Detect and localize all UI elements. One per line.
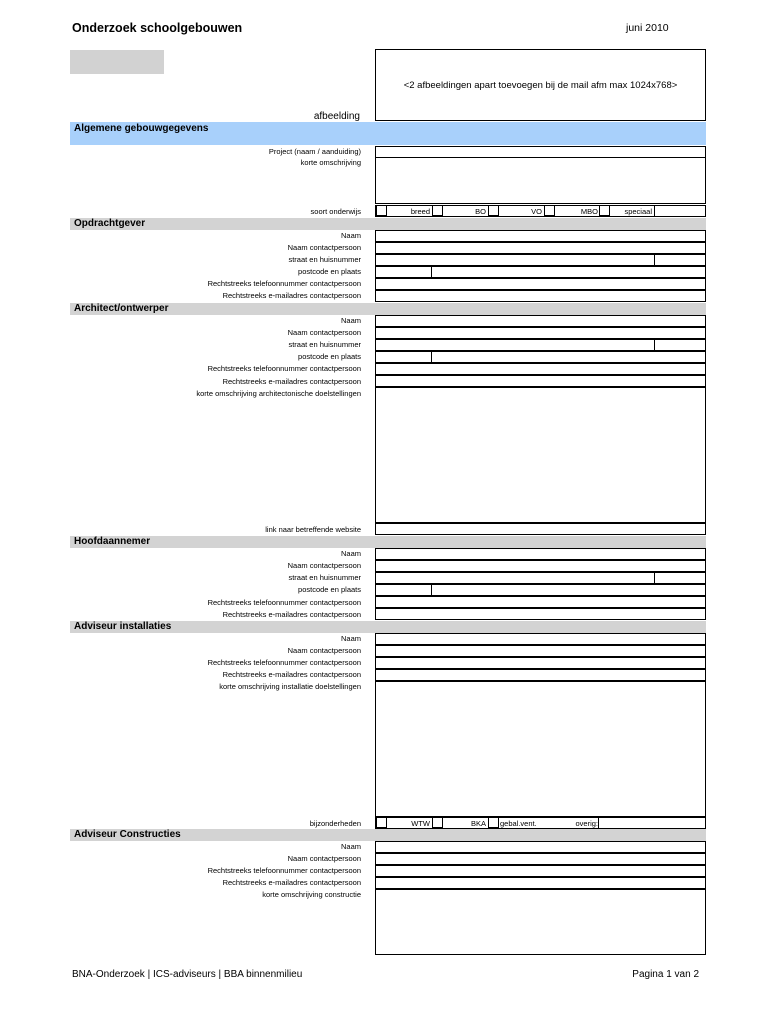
field-label: Rechtstreeks e-mailadres contactpersoon — [222, 878, 361, 887]
checkbox-mbo[interactable] — [544, 205, 555, 216]
field-label: Naam contactpersoon — [287, 561, 361, 570]
logo-placeholder — [70, 50, 164, 74]
footer-organizations: BNA-Onderzoek | ICS-adviseurs | BBA binnenmilieu — [72, 969, 303, 980]
client-contact-input[interactable] — [375, 242, 706, 254]
field-label: korte omschrijving constructie — [262, 890, 361, 899]
page-date: juni 2010 — [626, 22, 669, 34]
field-label: straat en huisnummer — [288, 340, 361, 349]
checkbox-bka[interactable] — [432, 817, 443, 828]
option-label: overig: — [575, 819, 598, 828]
option-label: breed — [410, 207, 430, 216]
field-divider — [598, 817, 599, 829]
contractor-street-input[interactable] — [375, 572, 706, 584]
option-label: WTW — [411, 819, 430, 828]
image-instruction: <2 afbeeldingen apart toevoegen bij de mail afm max 1024x768> — [403, 80, 678, 91]
field-divider — [431, 351, 432, 363]
option-label: BKA — [470, 819, 486, 828]
installations-name-input[interactable] — [375, 633, 706, 645]
installations-email-input[interactable] — [375, 669, 706, 681]
constructions-email-input[interactable] — [375, 877, 706, 889]
field-label: Naam contactpersoon — [287, 646, 361, 655]
field-label: Project (naam / aanduiding) — [268, 147, 361, 156]
contractor-phone-input[interactable] — [375, 596, 706, 608]
architect-goals-input[interactable] — [375, 387, 706, 523]
section-header-constructions: Adviseur Constructies — [70, 829, 706, 841]
field-label: soort onderwijs — [310, 207, 361, 216]
architect-name-input[interactable] — [375, 315, 706, 327]
field-label: Rechtstreeks telefoonnummer contactpersoon — [207, 279, 361, 288]
field-label: Naam contactpersoon — [287, 328, 361, 337]
option-label: BO — [475, 207, 486, 216]
field-label: Naam — [340, 842, 361, 851]
field-label: Naam contactpersoon — [287, 854, 361, 863]
section-header-client: Opdrachtgever — [70, 218, 706, 230]
field-label: Naam — [340, 316, 361, 325]
field-label: Rechtstreeks telefoonnummer contactpersoon — [207, 658, 361, 667]
checkbox-wtw[interactable] — [376, 817, 387, 828]
field-label: postcode en plaats — [298, 352, 361, 361]
field-divider — [431, 266, 432, 278]
field-label: korte omschrijving — [300, 158, 361, 167]
option-label: VO — [531, 207, 542, 216]
client-email-input[interactable] — [375, 290, 706, 302]
section-header-contractor: Hoofdaannemer — [70, 536, 706, 548]
field-label: straat en huisnummer — [288, 573, 361, 582]
field-divider — [431, 584, 432, 596]
architect-email-input[interactable] — [375, 375, 706, 387]
option-label: gebal.vent. — [500, 819, 537, 828]
field-label: bijzonderheden — [309, 819, 361, 828]
checkbox-speciaal[interactable] — [599, 205, 610, 216]
field-label: Rechtstreeks telefoonnummer contactpersoon — [207, 866, 361, 875]
field-label: Naam contactpersoon — [287, 243, 361, 252]
field-label: postcode en plaats — [298, 585, 361, 594]
field-label: Rechtstreeks e-mailadres contactpersoon — [222, 291, 361, 300]
field-label: Rechtstreeks e-mailadres contactpersoon — [222, 377, 361, 386]
field-label: Rechtstreeks telefoonnummer contactpersoon — [207, 598, 361, 607]
client-phone-input[interactable] — [375, 278, 706, 290]
field-label: postcode en plaats — [298, 267, 361, 276]
option-label: MBO — [580, 207, 598, 216]
field-divider — [654, 205, 655, 217]
checkbox-bo[interactable] — [432, 205, 443, 216]
field-label: straat en huisnummer — [288, 255, 361, 264]
footer-page-number: Pagina 1 van 2 — [632, 969, 699, 980]
option-label: speciaal — [624, 207, 652, 216]
architect-contact-input[interactable] — [375, 327, 706, 339]
constructions-name-input[interactable] — [375, 841, 706, 853]
client-name-input[interactable] — [375, 230, 706, 242]
section-header-general: Algemene gebouwgegevens — [70, 122, 706, 145]
field-divider — [654, 339, 655, 351]
installations-phone-input[interactable] — [375, 657, 706, 669]
installations-contact-input[interactable] — [375, 645, 706, 657]
description-input[interactable] — [375, 157, 706, 204]
checkbox-vo[interactable] — [488, 205, 499, 216]
contractor-contact-input[interactable] — [375, 560, 706, 572]
field-label: Naam — [340, 634, 361, 643]
section-header-installations: Adviseur installaties — [70, 621, 706, 633]
field-label: link naar betreffende website — [265, 525, 361, 534]
field-label: Naam — [340, 231, 361, 240]
constructions-phone-input[interactable] — [375, 865, 706, 877]
architect-phone-input[interactable] — [375, 363, 706, 375]
installations-goals-input[interactable] — [375, 681, 706, 817]
constructions-description-input[interactable] — [375, 889, 706, 955]
image-label: afbeelding — [313, 111, 360, 122]
contractor-postcode-input[interactable] — [375, 584, 706, 596]
architect-postcode-input[interactable] — [375, 351, 706, 363]
page-title: Onderzoek schoolgebouwen — [72, 21, 243, 35]
field-divider — [654, 254, 655, 266]
contractor-email-input[interactable] — [375, 608, 706, 620]
field-label: korte omschrijving installatie doelstellingen — [219, 682, 361, 691]
architect-street-input[interactable] — [375, 339, 706, 351]
client-postcode-input[interactable] — [375, 266, 706, 278]
field-label: Rechtstreeks telefoonnummer contactpersoon — [207, 364, 361, 373]
field-label: korte omschrijving architectonische doelstellingen — [196, 389, 361, 398]
contractor-name-input[interactable] — [375, 548, 706, 560]
field-divider — [654, 572, 655, 584]
checkbox-breed[interactable] — [376, 205, 387, 216]
field-label: Naam — [340, 549, 361, 558]
checkbox-gebal-vent[interactable] — [488, 817, 499, 828]
architect-website-input[interactable] — [375, 523, 706, 535]
section-header-architect: Architect/ontwerper — [70, 303, 706, 315]
field-label: Rechtstreeks e-mailadres contactpersoon — [222, 610, 361, 619]
client-street-input[interactable] — [375, 254, 706, 266]
constructions-contact-input[interactable] — [375, 853, 706, 865]
field-label: Rechtstreeks e-mailadres contactpersoon — [222, 670, 361, 679]
